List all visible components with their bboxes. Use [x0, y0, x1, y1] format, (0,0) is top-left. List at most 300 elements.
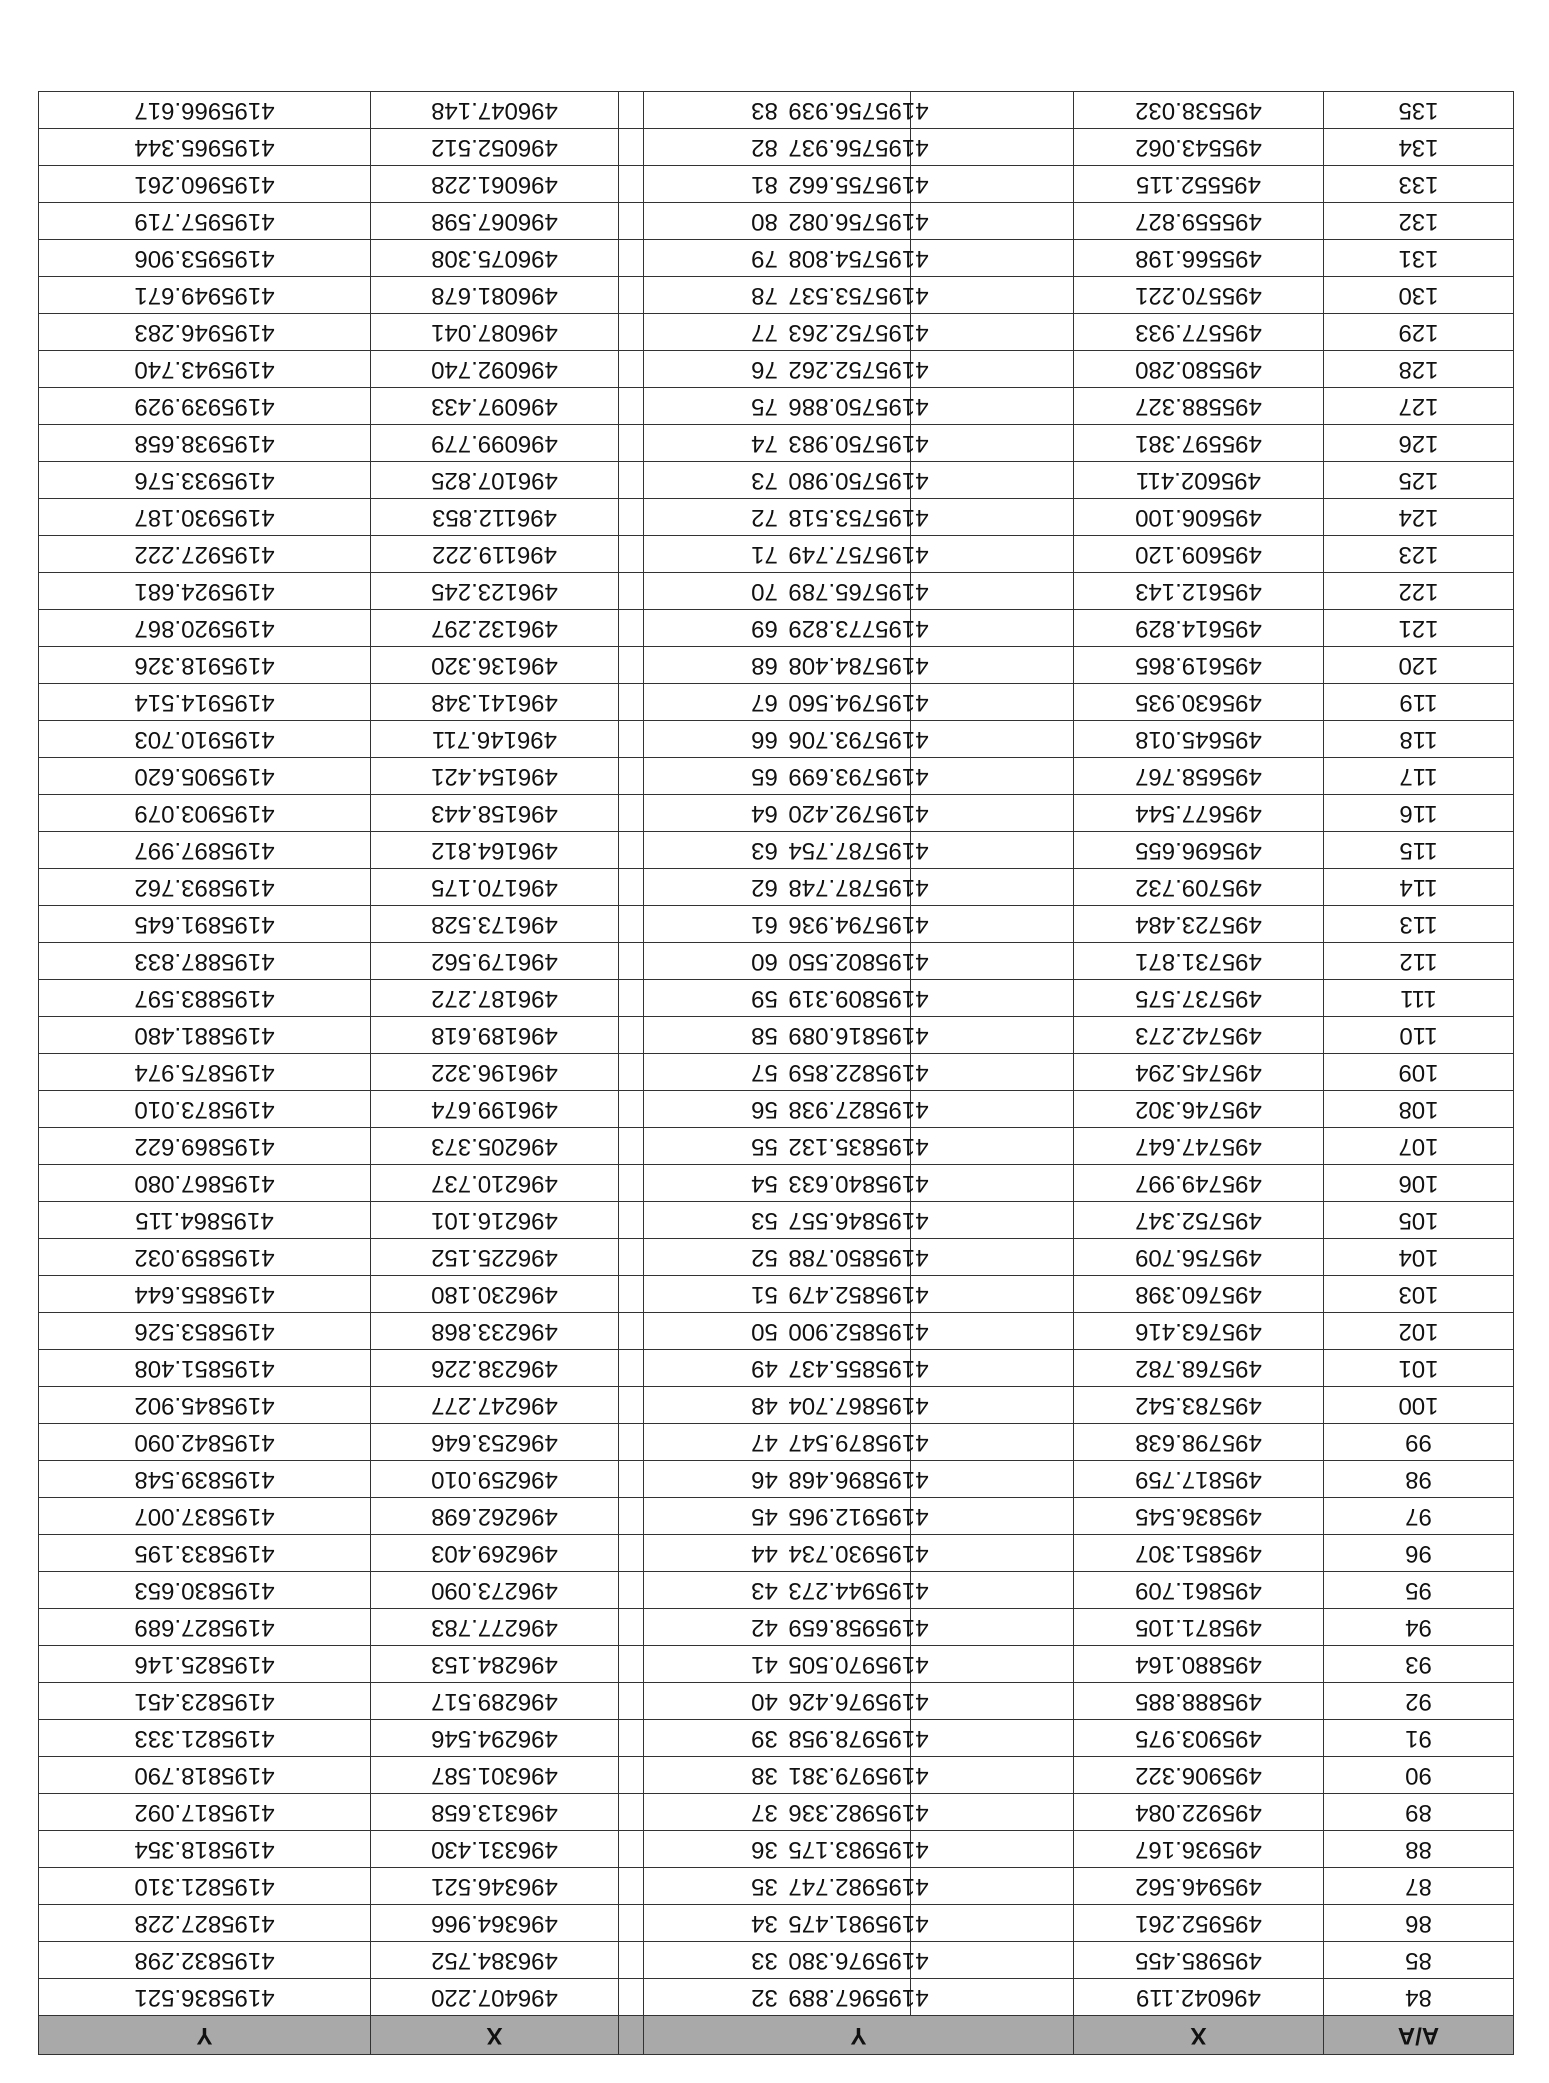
x-coordinate-cell: 496075.308: [371, 240, 619, 277]
point-id-cell: 46: [619, 1461, 911, 1498]
point-id-cell: 69: [619, 610, 911, 647]
y-coordinate-cell: 4195755.662: [644, 166, 1074, 203]
point-id-cell: 33: [619, 1942, 911, 1979]
table-row: [644, 1905, 1514, 1942]
point-id-cell: 117: [1324, 758, 1514, 795]
point-id-cell: 64: [619, 795, 911, 832]
x-coordinate-cell: 496164.812: [371, 832, 619, 869]
y-coordinate-cell: 4195891.645: [39, 906, 371, 943]
table-row: [644, 1498, 1514, 1535]
x-coordinate-cell: 496384.752: [371, 1942, 619, 1979]
point-id-cell: 82: [619, 129, 911, 166]
y-coordinate-cell: 4195750.886: [644, 388, 1074, 425]
point-id-cell: 98: [1324, 1461, 1514, 1498]
point-id-cell: 47: [619, 1424, 911, 1461]
point-id-cell: 120: [1324, 647, 1514, 684]
x-coordinate-cell: 495559.827: [1074, 203, 1324, 240]
point-id-cell: 53: [619, 1202, 911, 1239]
point-id-cell: 60: [619, 943, 911, 980]
y-coordinate-cell: 4195794.936: [644, 906, 1074, 943]
y-coordinate-cell: 4195981.475: [644, 1905, 1074, 1942]
table-row: [644, 462, 1514, 499]
point-id-cell: 51: [619, 1276, 911, 1313]
table-row: [644, 869, 1514, 906]
x-coordinate-cell: 496052.512: [371, 129, 619, 166]
table-row: [644, 129, 1514, 166]
point-id-cell: 116: [1324, 795, 1514, 832]
y-coordinate-cell: 4195933.576: [39, 462, 371, 499]
y-coordinate-cell: 4195910.703: [39, 721, 371, 758]
point-id-cell: 97: [1324, 1498, 1514, 1535]
y-coordinate-cell: 4195855.644: [39, 1276, 371, 1313]
point-id-cell: 52: [619, 1239, 911, 1276]
x-coordinate-cell: 496097.433: [371, 388, 619, 425]
x-coordinate-cell: 495922.084: [1074, 1794, 1324, 1831]
point-id-cell: 94: [1324, 1609, 1514, 1646]
y-coordinate-cell: 4195970.505: [644, 1646, 1074, 1683]
table-row: [644, 1942, 1514, 1979]
y-coordinate-cell: 4195787.748: [644, 869, 1074, 906]
point-id-cell: 109: [1324, 1054, 1514, 1091]
x-coordinate-cell: 495952.261: [1074, 1905, 1324, 1942]
x-coordinate-cell: 495763.416: [1074, 1313, 1324, 1350]
point-id-cell: 56: [619, 1091, 911, 1128]
header-x: X: [371, 2016, 619, 2055]
x-coordinate-cell: 495709.732: [1074, 869, 1324, 906]
x-coordinate-cell: 496170.175: [371, 869, 619, 906]
point-id-cell: 85: [1324, 1942, 1514, 1979]
x-coordinate-cell: 495936.167: [1074, 1831, 1324, 1868]
point-id-cell: 126: [1324, 425, 1514, 462]
y-coordinate-cell: 4195750.983: [644, 425, 1074, 462]
x-coordinate-cell: 495756.709: [1074, 1239, 1324, 1276]
table-row: [644, 1683, 1514, 1720]
table-row: [644, 1091, 1514, 1128]
point-id-cell: 107: [1324, 1128, 1514, 1165]
y-coordinate-cell: 4195855.437: [644, 1350, 1074, 1387]
point-id-cell: 77: [619, 314, 911, 351]
x-coordinate-cell: 495723.484: [1074, 906, 1324, 943]
y-coordinate-cell: 4195957.719: [39, 203, 371, 240]
y-coordinate-cell: 4195756.937: [644, 129, 1074, 166]
y-coordinate-cell: 4195953.906: [39, 240, 371, 277]
x-coordinate-cell: 496364.966: [371, 1905, 619, 1942]
table-row: [644, 1128, 1514, 1165]
y-coordinate-cell: 4195903.079: [39, 795, 371, 832]
table-row: [644, 351, 1514, 388]
point-id-cell: 36: [619, 1831, 911, 1868]
y-coordinate-cell: 4195835.132: [644, 1128, 1074, 1165]
point-id-cell: 111: [1324, 980, 1514, 1017]
table-row: [644, 1424, 1514, 1461]
x-coordinate-cell: 496269.403: [371, 1535, 619, 1572]
y-coordinate-cell: 4195875.974: [39, 1054, 371, 1091]
y-coordinate-cell: 4195842.090: [39, 1424, 371, 1461]
point-id-cell: 62: [619, 869, 911, 906]
header-y: Y: [644, 2016, 1074, 2055]
y-coordinate-cell: 4195818.790: [39, 1757, 371, 1794]
point-id-cell: 127: [1324, 388, 1514, 425]
x-coordinate-cell: 495543.062: [1074, 129, 1324, 166]
point-id-cell: 100: [1324, 1387, 1514, 1424]
table-row: [644, 795, 1514, 832]
table-row: [644, 1535, 1514, 1572]
point-id-cell: 63: [619, 832, 911, 869]
x-coordinate-cell: 496277.783: [371, 1609, 619, 1646]
x-coordinate-cell: 495906.322: [1074, 1757, 1324, 1794]
point-id-cell: 40: [619, 1683, 911, 1720]
y-coordinate-cell: 4195896.468: [644, 1461, 1074, 1498]
point-id-cell: 132: [1324, 203, 1514, 240]
x-coordinate-cell: 496187.272: [371, 980, 619, 1017]
point-id-cell: 113: [1324, 906, 1514, 943]
y-coordinate-cell: 4195983.175: [644, 1831, 1074, 1868]
y-coordinate-cell: 4195867.080: [39, 1165, 371, 1202]
point-id-cell: 83: [619, 92, 911, 129]
point-id-cell: 123: [1324, 536, 1514, 573]
point-id-cell: 124: [1324, 499, 1514, 536]
y-coordinate-cell: 4195879.547: [644, 1424, 1074, 1461]
y-coordinate-cell: 4195846.557: [644, 1202, 1074, 1239]
y-coordinate-cell: 4195965.344: [39, 129, 371, 166]
point-id-cell: 135: [1324, 92, 1514, 129]
x-coordinate-cell: 495871.105: [1074, 1609, 1324, 1646]
x-coordinate-cell: 496158.443: [371, 795, 619, 832]
table-row: [644, 314, 1514, 351]
point-id-cell: 38: [619, 1757, 911, 1794]
x-coordinate-cell: 495745.294: [1074, 1054, 1324, 1091]
x-coordinate-cell: 496230.180: [371, 1276, 619, 1313]
x-coordinate-cell: 496047.148: [371, 92, 619, 129]
x-coordinate-cell: 495946.562: [1074, 1868, 1324, 1905]
point-id-cell: 115: [1324, 832, 1514, 869]
point-id-cell: 90: [1324, 1757, 1514, 1794]
x-coordinate-cell: 496253.646: [371, 1424, 619, 1461]
x-coordinate-cell: 496331.430: [371, 1831, 619, 1868]
table-row: [644, 92, 1514, 129]
point-id-cell: 35: [619, 1868, 911, 1905]
x-coordinate-cell: 496233.868: [371, 1313, 619, 1350]
y-coordinate-cell: 4195830.653: [39, 1572, 371, 1609]
point-id-cell: 87: [1324, 1868, 1514, 1905]
y-coordinate-cell: 4195966.617: [39, 92, 371, 129]
point-id-cell: 95: [1324, 1572, 1514, 1609]
y-coordinate-cell: 4195852.479: [644, 1276, 1074, 1313]
x-coordinate-cell: 496061.228: [371, 166, 619, 203]
y-coordinate-cell: 4195827.938: [644, 1091, 1074, 1128]
point-id-cell: 129: [1324, 314, 1514, 351]
point-id-cell: 130: [1324, 277, 1514, 314]
y-coordinate-cell: 4195822.859: [644, 1054, 1074, 1091]
y-coordinate-cell: 4195821.333: [39, 1720, 371, 1757]
table-row: [644, 721, 1514, 758]
y-coordinate-cell: 4195920.867: [39, 610, 371, 647]
table-row: [644, 1757, 1514, 1794]
point-id-cell: 68: [619, 647, 911, 684]
x-coordinate-cell: 496294.546: [371, 1720, 619, 1757]
point-id-cell: 44: [619, 1535, 911, 1572]
x-coordinate-cell: 496189.618: [371, 1017, 619, 1054]
point-id-cell: 122: [1324, 573, 1514, 610]
y-coordinate-cell: 4195887.833: [39, 943, 371, 980]
x-coordinate-cell: 495737.575: [1074, 980, 1324, 1017]
table-row: [644, 1868, 1514, 1905]
y-coordinate-cell: 4195809.319: [644, 980, 1074, 1017]
y-coordinate-cell: 4195827.689: [39, 1609, 371, 1646]
point-id-cell: 73: [619, 462, 911, 499]
x-coordinate-cell: 496119.222: [371, 536, 619, 573]
y-coordinate-cell: 4195756.939: [644, 92, 1074, 129]
x-coordinate-cell: 496216.101: [371, 1202, 619, 1239]
x-coordinate-cell: 496087.041: [371, 314, 619, 351]
point-id-cell: 59: [619, 980, 911, 1017]
y-coordinate-cell: 4195792.420: [644, 795, 1074, 832]
point-id-cell: 78: [619, 277, 911, 314]
y-coordinate-cell: 4195817.092: [39, 1794, 371, 1831]
x-coordinate-cell: 496225.152: [371, 1239, 619, 1276]
point-id-cell: 104: [1324, 1239, 1514, 1276]
y-coordinate-cell: 4195832.298: [39, 1942, 371, 1979]
y-coordinate-cell: 4195833.195: [39, 1535, 371, 1572]
x-coordinate-cell: 495903.975: [1074, 1720, 1324, 1757]
x-coordinate-cell: 495577.933: [1074, 314, 1324, 351]
y-coordinate-cell: 4195918.326: [39, 647, 371, 684]
x-coordinate-cell: 495614.829: [1074, 610, 1324, 647]
point-id-cell: 93: [1324, 1646, 1514, 1683]
x-coordinate-cell: 496136.320: [371, 647, 619, 684]
point-id-cell: 58: [619, 1017, 911, 1054]
x-coordinate-cell: 495880.164: [1074, 1646, 1324, 1683]
x-coordinate-cell: 496141.348: [371, 684, 619, 721]
x-coordinate-cell: 495677.544: [1074, 795, 1324, 832]
x-coordinate-cell: 496173.528: [371, 906, 619, 943]
y-coordinate-cell: 4195836.521: [39, 1979, 371, 2016]
point-id-cell: 119: [1324, 684, 1514, 721]
point-id-cell: 86: [1324, 1905, 1514, 1942]
point-id-cell: 54: [619, 1165, 911, 1202]
point-id-cell: 74: [619, 425, 911, 462]
point-id-cell: 91: [1324, 1720, 1514, 1757]
y-coordinate-cell: 4195976.426: [644, 1683, 1074, 1720]
table-row: [644, 1609, 1514, 1646]
point-id-cell: 105: [1324, 1202, 1514, 1239]
point-id-cell: 134: [1324, 129, 1514, 166]
y-coordinate-cell: 4195864.115: [39, 1202, 371, 1239]
x-coordinate-cell: 496042.119: [1074, 1979, 1324, 2016]
y-coordinate-cell: 4195787.754: [644, 832, 1074, 869]
x-coordinate-cell: 495836.545: [1074, 1498, 1324, 1535]
header-aa: A/A: [1324, 2016, 1514, 2055]
x-coordinate-cell: 495851.307: [1074, 1535, 1324, 1572]
x-coordinate-cell: 495760.398: [1074, 1276, 1324, 1313]
point-id-cell: 103: [1324, 1276, 1514, 1313]
y-coordinate-cell: 4195859.032: [39, 1239, 371, 1276]
x-coordinate-cell: 496238.226: [371, 1350, 619, 1387]
y-coordinate-cell: 4195753.537: [644, 277, 1074, 314]
y-coordinate-cell: 4195765.789: [644, 573, 1074, 610]
point-id-cell: 34: [619, 1905, 911, 1942]
point-id-cell: 37: [619, 1794, 911, 1831]
y-coordinate-cell: 4195930.734: [644, 1535, 1074, 1572]
point-id-cell: 75: [619, 388, 911, 425]
point-id-cell: 49: [619, 1350, 911, 1387]
table-row: [644, 832, 1514, 869]
y-coordinate-cell: 4195818.354: [39, 1831, 371, 1868]
y-coordinate-cell: 4195840.633: [644, 1165, 1074, 1202]
table-row: [644, 1202, 1514, 1239]
x-coordinate-cell: 496067.598: [371, 203, 619, 240]
y-coordinate-cell: 4195852.900: [644, 1313, 1074, 1350]
x-coordinate-cell: 496132.297: [371, 610, 619, 647]
x-coordinate-cell: 495731.871: [1074, 943, 1324, 980]
table-row: [644, 1646, 1514, 1683]
y-coordinate-cell: 4195851.408: [39, 1350, 371, 1387]
point-id-cell: 96: [1324, 1535, 1514, 1572]
x-coordinate-cell: 496099.779: [371, 425, 619, 462]
y-coordinate-cell: 4195750.980: [644, 462, 1074, 499]
x-coordinate-cell: 495817.759: [1074, 1461, 1324, 1498]
point-id-cell: 125: [1324, 462, 1514, 499]
y-coordinate-cell: 4195978.958: [644, 1720, 1074, 1757]
y-coordinate-cell: 4195869.622: [39, 1128, 371, 1165]
table-row: [644, 277, 1514, 314]
x-coordinate-cell: 496123.245: [371, 573, 619, 610]
y-coordinate-cell: 4195979.381: [644, 1757, 1074, 1794]
y-coordinate-cell: 4195939.929: [39, 388, 371, 425]
x-coordinate-cell: 496092.740: [371, 351, 619, 388]
y-coordinate-cell: 4195784.408: [644, 647, 1074, 684]
y-coordinate-cell: 4195967.889: [644, 1979, 1074, 2016]
x-coordinate-cell: 496154.421: [371, 758, 619, 795]
point-id-cell: 92: [1324, 1683, 1514, 1720]
y-coordinate-cell: 4195752.263: [644, 314, 1074, 351]
point-id-cell: 121: [1324, 610, 1514, 647]
x-coordinate-cell: 495783.542: [1074, 1387, 1324, 1424]
header-x: X: [1074, 2016, 1324, 2055]
y-coordinate-cell: 4195827.228: [39, 1905, 371, 1942]
table-row: [644, 1572, 1514, 1609]
y-coordinate-cell: 4195757.749: [644, 536, 1074, 573]
point-id-cell: 50: [619, 1313, 911, 1350]
table-row: [644, 166, 1514, 203]
x-coordinate-cell: 495580.280: [1074, 351, 1324, 388]
table-row: [644, 1461, 1514, 1498]
table-row: [644, 388, 1514, 425]
point-id-cell: 72: [619, 499, 911, 536]
x-coordinate-cell: 496210.737: [371, 1165, 619, 1202]
point-id-cell: 71: [619, 536, 911, 573]
y-coordinate-cell: 4195914.514: [39, 684, 371, 721]
x-coordinate-cell: 495985.455: [1074, 1942, 1324, 1979]
point-id-cell: 114: [1324, 869, 1514, 906]
table-row: [644, 1387, 1514, 1424]
point-id-cell: 76: [619, 351, 911, 388]
y-coordinate-cell: 4195839.548: [39, 1461, 371, 1498]
table-row: [644, 1165, 1514, 1202]
x-coordinate-cell: 496205.373: [371, 1128, 619, 1165]
table-row: [644, 1831, 1514, 1868]
x-coordinate-cell: 495747.647: [1074, 1128, 1324, 1165]
y-coordinate-cell: 4195752.262: [644, 351, 1074, 388]
point-id-cell: 41: [619, 1646, 911, 1683]
y-coordinate-cell: 4195881.480: [39, 1017, 371, 1054]
y-coordinate-cell: 4195927.222: [39, 536, 371, 573]
point-id-cell: 133: [1324, 166, 1514, 203]
x-coordinate-cell: 495570.221: [1074, 277, 1324, 314]
table-row: [644, 425, 1514, 462]
table-row: [644, 1794, 1514, 1831]
y-coordinate-cell: 4195793.706: [644, 721, 1074, 758]
y-coordinate-cell: 4195773.829: [644, 610, 1074, 647]
point-id-cell: 55: [619, 1128, 911, 1165]
table-row: [644, 1350, 1514, 1387]
y-coordinate-cell: 4195944.273: [644, 1572, 1074, 1609]
x-coordinate-cell: 495645.018: [1074, 721, 1324, 758]
table-row: [644, 573, 1514, 610]
x-coordinate-cell: 495606.100: [1074, 499, 1324, 536]
y-coordinate-cell: 4195845.902: [39, 1387, 371, 1424]
table-row: [644, 758, 1514, 795]
x-coordinate-cell: 496262.698: [371, 1498, 619, 1535]
x-coordinate-cell: 495619.865: [1074, 647, 1324, 684]
y-coordinate-cell: 4195905.620: [39, 758, 371, 795]
table-row: [644, 647, 1514, 684]
y-coordinate-cell: 4195850.788: [644, 1239, 1074, 1276]
y-coordinate-cell: 4195816.089: [644, 1017, 1074, 1054]
y-coordinate-cell: 4195960.261: [39, 166, 371, 203]
point-id-cell: 32: [619, 1979, 911, 2016]
y-coordinate-cell: 4195958.659: [644, 1609, 1074, 1646]
table-row: [644, 1979, 1514, 2016]
table-row: [644, 684, 1514, 721]
point-id-cell: 106: [1324, 1165, 1514, 1202]
y-coordinate-cell: 4195754.808: [644, 240, 1074, 277]
y-coordinate-cell: 4195930.187: [39, 499, 371, 536]
y-coordinate-cell: 4195793.699: [644, 758, 1074, 795]
y-coordinate-cell: 4195794.560: [644, 684, 1074, 721]
x-coordinate-cell: 496313.658: [371, 1794, 619, 1831]
point-id-cell: 99: [1324, 1424, 1514, 1461]
table-row: [644, 980, 1514, 1017]
y-coordinate-cell: 4195867.704: [644, 1387, 1074, 1424]
point-id-cell: 43: [619, 1572, 911, 1609]
point-id-cell: 70: [619, 573, 911, 610]
point-id-cell: 42: [619, 1609, 911, 1646]
table-row: [644, 240, 1514, 277]
point-id-cell: 131: [1324, 240, 1514, 277]
x-coordinate-cell: 495588.327: [1074, 388, 1324, 425]
x-coordinate-cell: 495566.198: [1074, 240, 1324, 277]
y-coordinate-cell: 4195893.762: [39, 869, 371, 906]
y-coordinate-cell: 4195756.082: [644, 203, 1074, 240]
x-coordinate-cell: 495609.120: [1074, 536, 1324, 573]
table-row: [644, 610, 1514, 647]
x-coordinate-cell: 496289.517: [371, 1683, 619, 1720]
x-coordinate-cell: 495749.997: [1074, 1165, 1324, 1202]
x-coordinate-cell: 496407.220: [371, 1979, 619, 2016]
x-coordinate-cell: 495696.655: [1074, 832, 1324, 869]
point-id-cell: 65: [619, 758, 911, 795]
y-coordinate-cell: 4195912.965: [644, 1498, 1074, 1535]
x-coordinate-cell: 496346.521: [371, 1868, 619, 1905]
y-coordinate-cell: 4195976.380: [644, 1942, 1074, 1979]
header-y: Y: [39, 2016, 371, 2055]
point-id-cell: 88: [1324, 1831, 1514, 1868]
x-coordinate-cell: 495538.032: [1074, 92, 1324, 129]
coordinates-table-right: [643, 91, 1514, 2055]
point-id-cell: 61: [619, 906, 911, 943]
x-coordinate-cell: 495552.115: [1074, 166, 1324, 203]
